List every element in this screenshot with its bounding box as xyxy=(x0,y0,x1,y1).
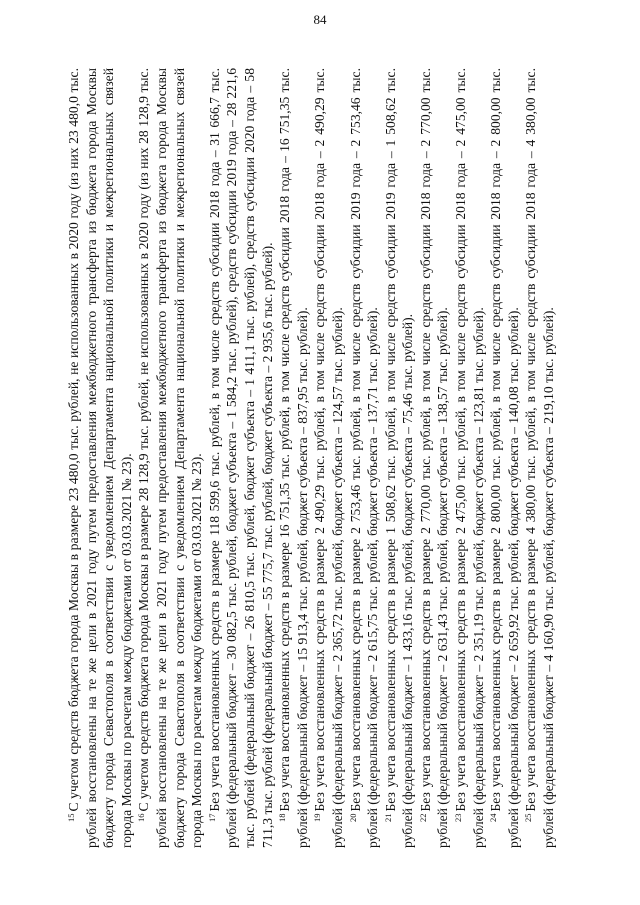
footnote xyxy=(135,68,205,848)
footnote-number: 22 xyxy=(417,813,428,822)
footnote-number: 21 xyxy=(382,813,393,822)
footnote xyxy=(487,68,522,848)
footnote-text: Без учета восстановленных средств в размере 2 770,00 тыс. рублей, в том числе средств субсидии 2018 года – 2 770,00 тыс. рублей (федеральный бюджет – 2 631,43 тыс. рублей, бюджет субъекта – 138,57 тыс. рублей). xyxy=(417,68,451,848)
footnote xyxy=(417,68,452,848)
footnotes-block xyxy=(65,68,575,848)
footnote xyxy=(206,68,276,848)
footnote-text: Без учета восстановленных средств в размере 2 800,00 тыс. рублей, в том числе средств субсидии 2018 года – 2 800,00 тыс. рублей (федеральный бюджет – 2 659,92 тыс. рублей, бюджет субъекта – 140,08 тыс. рублей). xyxy=(488,68,521,848)
footnote-text: Без учета восстановленных средств в размере 118 599,6 тыс. рублей, в том числе средств субсидии 2018 года – 31 666,7 тыс. рублей (федеральный бюджет – 30 082,5 тыс. рублей, бюджет субъекта – 1 584,2 тыс. рублей), средств субсидии 2019 года – 28 221,6 тыс. рублей (федеральный бюджет – 26 810,5 тыс. рублей, бюджет субъекта – 1 411,1 тыс. рублей), средств субсидии 2020 года – 58 711,3 тыс. рублей (федеральный бюджет – 55 775,7 тыс. рублей, бюджет субъекта – 2 935,6 тыс. рублей). xyxy=(206,68,275,848)
footnote-text: Без учета восстановленных средств в размере 4 380,00 тыс. рублей, в том числе средств субсидии 2018 года – 4 380,00 тыс. рублей (федеральный бюджет – 4 160,90 тыс. рублей, бюджет субъекта – 219,10 тыс. рублей). xyxy=(523,68,557,848)
footnote-number: 25 xyxy=(523,813,534,822)
footnote xyxy=(452,68,487,848)
footnote-text: Без учета восстановленных средств в размере 2 475,00 тыс. рублей, в том числе средств субсидии 2018 года – 2 475,00 тыс. рублей (федеральный бюджет – 2 351,19 тыс. рублей, бюджет субъекта – 123,81 тыс. рублей). xyxy=(453,68,486,848)
footnote xyxy=(522,68,557,848)
footnote-number: 16 xyxy=(136,813,147,822)
footnote-number: 20 xyxy=(347,813,358,822)
footnote-number: 24 xyxy=(488,813,499,822)
footnote-number: 15 xyxy=(66,813,76,822)
footnote xyxy=(276,68,311,848)
footnote xyxy=(347,68,382,848)
footnote-text: Без учета восстановленных средств в размере 2 753,46 тыс. рублей, в том числе средств субсидии 2019 года – 2 753,46 тыс. рублей (федеральный бюджет – 2 615,75 тыс. рублей, бюджет субъекта – 137,71 тыс. рублей). xyxy=(347,68,381,848)
footnote-number: 23 xyxy=(453,813,464,822)
footnote xyxy=(65,68,135,848)
footnote-text: Без учета восстановленных средств в размере 16 751,35 тыс. рублей, в том числе средств субсидии 2018 года – 16 751,35 тыс. рублей (федеральный бюджет – 15 913,4 тыс. рублей, бюджет субъекта – 837,95 тыс. рублей). xyxy=(277,68,310,848)
footnote-number: 17 xyxy=(206,813,217,822)
page-number: 84 xyxy=(313,12,327,27)
footnote xyxy=(382,68,417,848)
footnote-text: Без учета восстановленных средств в размере 1 508,62 тыс. рублей, в том числе средств субсидии 2019 года – 1 508,62 тыс. рублей (федеральный бюджет – 1 433,16 тыс. рублей, бюджет субъекта – 75,46 тыс. рублей). xyxy=(382,68,416,848)
footnote-number: 19 xyxy=(312,813,323,822)
footnote-text: С учетом средств бюджета города Москвы в размере 28 128,9 тыс. рублей, не использованных в 2020 году (из них 28 128,9 тыс. рублей восстановлены на те же цели в 2021 году путем предоставления межбюджетного трансферта из бюджета города Москвы бюджету города Севастополя в соответствии с уведомлением Департамента национальной политики и межрегиональных связей города Москвы по расчетам между бюджетами от 03.03.2021 № 23). xyxy=(136,68,205,848)
footnote-text: Без учета восстановленных средств в размере 2 490,29 тыс. рублей, в том числе средств субсидии 2018 года – 2 490,29 тыс. рублей (федеральный бюджет – 2 365,72 тыс. рублей, бюджет субъекта – 124,57 тыс. рублей). xyxy=(312,68,345,848)
footnote xyxy=(311,68,346,848)
footnote-number: 18 xyxy=(277,813,288,822)
footnote-text: С учетом средств бюджета города Москвы в размере 23 480,0 тыс. рублей, не использованных в 2020 году (из них 23 480,0 тыс. рублей восстановлены на те же цели в 2021 году путем предоставления межбюджетного трансферта из бюджета города Москвы бюджету города Севастополя в соответствии с уведомлением Департамента национальной политики и межрегиональных связей города Москвы по расчетам между бюджетами от 03.03.2021 № 23). xyxy=(66,68,134,848)
